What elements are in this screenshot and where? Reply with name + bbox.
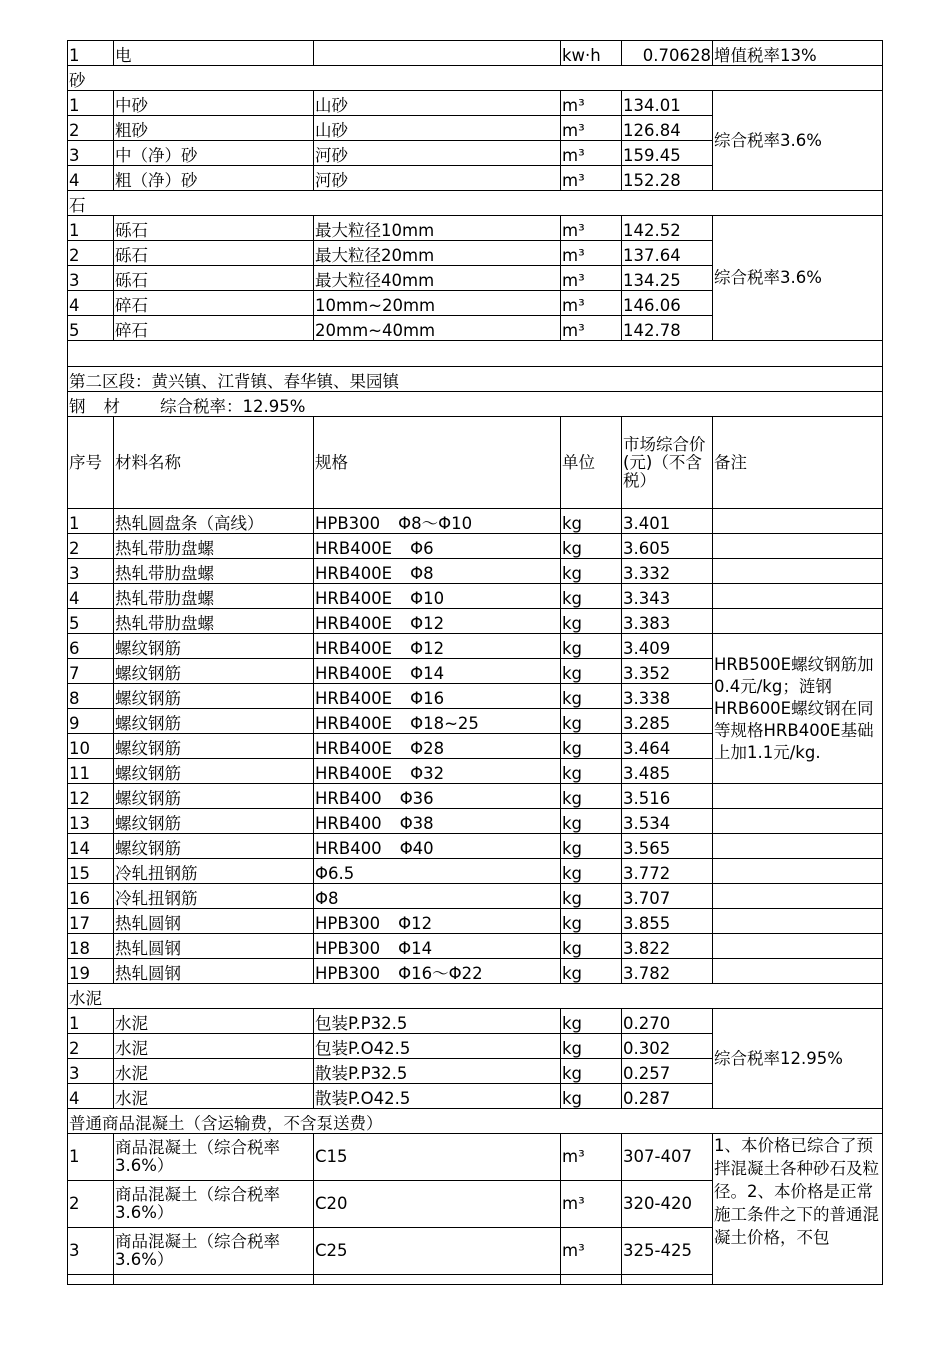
table-row xyxy=(68,634,883,659)
unit-cell: m³ xyxy=(561,316,622,341)
material-name: 螺纹钢筋 xyxy=(114,734,314,759)
unit-cell: kg xyxy=(561,859,622,884)
table-row xyxy=(68,1134,883,1181)
section-title-stone: 石 xyxy=(68,191,883,216)
price-cell: 3.285 xyxy=(622,709,713,734)
blank-cell xyxy=(68,341,883,367)
row-number: 13 xyxy=(68,809,114,834)
note-cell xyxy=(713,959,883,984)
table-row xyxy=(68,584,883,609)
header-name: 材料名称 xyxy=(114,417,314,509)
unit-cell: m³ xyxy=(561,1228,622,1275)
unit-cell: kg xyxy=(561,534,622,559)
table-row xyxy=(68,834,883,859)
steel-grade: HRB400 xyxy=(315,789,382,808)
price-cell: 126.84 xyxy=(622,116,713,141)
unit-cell: kg xyxy=(561,1084,622,1109)
steel-size: Φ12 xyxy=(410,639,445,658)
row-number: 9 xyxy=(68,709,114,734)
header-unit: 单位 xyxy=(561,417,622,509)
steel-size: Φ16 xyxy=(410,689,445,708)
spec-cell xyxy=(314,734,561,759)
material-name: 热轧带肋盘螺 xyxy=(114,559,314,584)
row-number: 1 xyxy=(68,216,114,241)
row-number: 15 xyxy=(68,859,114,884)
steel-size: Φ28 xyxy=(410,739,445,758)
note-cell xyxy=(713,534,883,559)
price-cell: 3.401 xyxy=(622,509,713,534)
material-name: 热轧圆钢 xyxy=(114,934,314,959)
row-number: 2 xyxy=(68,116,114,141)
row-number: 4 xyxy=(68,166,114,191)
price-cell: 3.772 xyxy=(622,859,713,884)
unit-cell: kg xyxy=(561,584,622,609)
table-cell xyxy=(561,1275,622,1285)
steel-size: Φ14 xyxy=(410,664,445,683)
electricity-row xyxy=(68,41,883,66)
spec-cell: 散装P.O42.5 xyxy=(314,1084,561,1109)
material-name: 螺纹钢筋 xyxy=(114,659,314,684)
unit-cell: m³ xyxy=(561,116,622,141)
steel-grade: HRB400 xyxy=(315,814,382,833)
steel-grade: HRB400E xyxy=(315,714,393,733)
unit-cell: m³ xyxy=(561,291,622,316)
price-cell: 142.78 xyxy=(622,316,713,341)
spec-cell: C15 xyxy=(314,1134,561,1181)
price-cell: 325-425 xyxy=(622,1228,713,1275)
note-cell xyxy=(713,859,883,884)
spec-cell: 最大粒径40mm xyxy=(314,266,561,291)
material-name: 砾石 xyxy=(114,266,314,291)
table-row xyxy=(68,1009,883,1034)
spec-cell xyxy=(314,659,561,684)
row-number: 1 xyxy=(68,91,114,116)
price-cell: 3.409 xyxy=(622,634,713,659)
table-row xyxy=(68,959,883,984)
note-cell xyxy=(713,584,883,609)
material-name: 中（净）砂 xyxy=(114,141,314,166)
unit-cell: kg xyxy=(561,934,622,959)
table-row xyxy=(68,509,883,534)
material-name: 螺纹钢筋 xyxy=(114,784,314,809)
price-cell: 307-407 xyxy=(622,1134,713,1181)
row-number: 14 xyxy=(68,834,114,859)
price-cell: 146.06 xyxy=(622,291,713,316)
table-row xyxy=(68,534,883,559)
material-name: 砾石 xyxy=(114,241,314,266)
section-title-row xyxy=(68,392,883,417)
row-number: 2 xyxy=(68,534,114,559)
note-cell xyxy=(713,784,883,809)
steel-size: Φ8 xyxy=(410,564,434,583)
price-cell: 0.257 xyxy=(622,1059,713,1084)
row-number: 8 xyxy=(68,684,114,709)
steel-size: Φ12 xyxy=(398,914,433,933)
unit-cell: m³ xyxy=(561,166,622,191)
spec-cell: 山砂 xyxy=(314,116,561,141)
spec-cell xyxy=(314,609,561,634)
unit-cell: m³ xyxy=(561,141,622,166)
steel-grade: HPB300 xyxy=(315,939,381,958)
steel-size: Φ8～Φ10 xyxy=(398,514,473,533)
row-number: 2 xyxy=(68,1181,114,1228)
steel-grade: HRB400E xyxy=(315,539,393,558)
steel-grade: HRB400E xyxy=(315,639,393,658)
row-number: 5 xyxy=(68,609,114,634)
price-cell: 3.822 xyxy=(622,934,713,959)
material-name: 中砂 xyxy=(114,91,314,116)
table-row xyxy=(68,934,883,959)
header-no: 序号 xyxy=(68,417,114,509)
price-table xyxy=(67,40,883,1285)
steel-grade: HRB400E xyxy=(315,664,393,683)
header-note: 备注 xyxy=(713,417,883,509)
tax-value: 12.95% xyxy=(242,397,306,416)
concrete-note: 1、本价格已综合了预拌混凝土各种砂石及粒径。2、本价格是正常施工条件之下的普通混凝土价格，不包 xyxy=(713,1134,883,1285)
section-title-row xyxy=(68,984,883,1009)
row-number: 4 xyxy=(68,1084,114,1109)
note-cell xyxy=(713,509,883,534)
material-name: 粗（净）砂 xyxy=(114,166,314,191)
material-name: 电 xyxy=(114,41,314,66)
row-number: 4 xyxy=(68,291,114,316)
spec-cell: 最大粒径20mm xyxy=(314,241,561,266)
unit-cell: kg xyxy=(561,734,622,759)
spec-cell: C20 xyxy=(314,1181,561,1228)
spec-cell: 20mm~40mm xyxy=(314,316,561,341)
price-cell: 3.534 xyxy=(622,809,713,834)
unit-cell: kg xyxy=(561,609,622,634)
price-cell: 3.855 xyxy=(622,909,713,934)
table-row xyxy=(68,909,883,934)
unit-cell: kg xyxy=(561,709,622,734)
material-name: 热轧带肋盘螺 xyxy=(114,534,314,559)
steel-grade: HRB400E xyxy=(315,614,393,633)
material-name: 商品混凝土（综合税率3.6%） xyxy=(114,1181,314,1228)
note-cell: 综合税率12.95% xyxy=(713,1009,883,1109)
price-cell: 3.343 xyxy=(622,584,713,609)
steel-label: 钢 xyxy=(69,397,86,416)
row-number: 3 xyxy=(68,1228,114,1275)
price-cell: 3.332 xyxy=(622,559,713,584)
header-spec: 规格 xyxy=(314,417,561,509)
spec-cell: 包装P.O42.5 xyxy=(314,1034,561,1059)
row-number: 12 xyxy=(68,784,114,809)
price-cell: 3.464 xyxy=(622,734,713,759)
steel-size: Φ12 xyxy=(410,614,445,633)
price-cell: 0.270 xyxy=(622,1009,713,1034)
spec-cell: 山砂 xyxy=(314,91,561,116)
steel-grade: HRB400 xyxy=(315,839,382,858)
unit-cell: kg xyxy=(561,509,622,534)
steel-size: Φ14 xyxy=(398,939,433,958)
price-cell: 3.565 xyxy=(622,834,713,859)
price-cell: 3.352 xyxy=(622,659,713,684)
price-cell: 152.28 xyxy=(622,166,713,191)
material-name: 热轧带肋盘螺 xyxy=(114,584,314,609)
table-cell xyxy=(622,1275,713,1285)
steel-grade: Φ6.5 xyxy=(315,864,355,883)
price-cell: 0.70628 xyxy=(622,41,713,66)
steel-grade: HPB300 xyxy=(315,914,381,933)
unit-cell: kg xyxy=(561,959,622,984)
spec-cell: 包装P.P32.5 xyxy=(314,1009,561,1034)
row-number: 11 xyxy=(68,759,114,784)
row-number: 2 xyxy=(68,1034,114,1059)
spec-cell xyxy=(314,709,561,734)
material-name: 热轧带肋盘螺 xyxy=(114,609,314,634)
row-number: 3 xyxy=(68,559,114,584)
header-price: 市场综合价(元)（不含税） xyxy=(622,417,713,509)
material-name: 热轧圆钢 xyxy=(114,909,314,934)
unit-cell: kg xyxy=(561,659,622,684)
row-number: 1 xyxy=(68,1009,114,1034)
spec-cell: 河砂 xyxy=(314,141,561,166)
row-number: 16 xyxy=(68,884,114,909)
row-number: 18 xyxy=(68,934,114,959)
unit-cell: m³ xyxy=(561,266,622,291)
note-cell xyxy=(713,809,883,834)
note-cell: 增值税率13% xyxy=(713,41,883,66)
steel-grade: HRB400E xyxy=(315,564,393,583)
note-cell xyxy=(713,934,883,959)
spec-cell xyxy=(314,559,561,584)
section-title-concrete: 普通商品混凝土（含运输费，不含泵送费） xyxy=(68,1109,883,1134)
steel-size: Φ40 xyxy=(399,839,434,858)
unit-cell: m³ xyxy=(561,241,622,266)
material-name: 螺纹钢筋 xyxy=(114,684,314,709)
section-title-row xyxy=(68,66,883,91)
row-number: 1 xyxy=(68,509,114,534)
unit-cell: m³ xyxy=(561,216,622,241)
steel-size: Φ32 xyxy=(410,764,445,783)
spec-cell: 河砂 xyxy=(314,166,561,191)
steel-grade: HPB300 xyxy=(315,514,381,533)
steel-label-2: 材 xyxy=(103,397,120,416)
note-cell: 综合税率3.6% xyxy=(713,91,883,191)
spec-cell: 最大粒径10mm xyxy=(314,216,561,241)
material-name: 热轧圆钢 xyxy=(114,959,314,984)
unit-cell: kg xyxy=(561,909,622,934)
material-name: 螺纹钢筋 xyxy=(114,834,314,859)
steel-size: Φ38 xyxy=(399,814,434,833)
price-cell: 0.302 xyxy=(622,1034,713,1059)
price-cell: 3.707 xyxy=(622,884,713,909)
spec-cell: C25 xyxy=(314,1228,561,1275)
row-number: 4 xyxy=(68,584,114,609)
spec-cell xyxy=(314,784,561,809)
price-cell: 0.287 xyxy=(622,1084,713,1109)
material-name: 碎石 xyxy=(114,291,314,316)
material-name: 水泥 xyxy=(114,1059,314,1084)
material-name: 冷轧扭钢筋 xyxy=(114,859,314,884)
note-cell xyxy=(713,559,883,584)
unit-cell: kg xyxy=(561,784,622,809)
price-cell: 134.25 xyxy=(622,266,713,291)
spec-cell xyxy=(314,959,561,984)
price-cell: 3.516 xyxy=(622,784,713,809)
tax-label: 综合税率： xyxy=(160,397,243,416)
spec-cell xyxy=(314,809,561,834)
price-cell: 3.383 xyxy=(622,609,713,634)
table-row xyxy=(68,859,883,884)
row-number: 3 xyxy=(68,266,114,291)
spec-cell xyxy=(314,759,561,784)
table-cell xyxy=(314,1275,561,1285)
row-number: 7 xyxy=(68,659,114,684)
steel-note: HRB500E螺纹钢筋加0.4元/kg；涟钢HRB600E螺纹钢在同等规格HRB400E基础上加1.1元/kg. xyxy=(713,634,883,784)
spec-cell xyxy=(314,509,561,534)
unit-cell: m³ xyxy=(561,1181,622,1228)
steel-grade: HPB300 xyxy=(315,964,381,983)
note-cell xyxy=(713,834,883,859)
steel-grade: HRB400E xyxy=(315,739,393,758)
price-cell: 142.52 xyxy=(622,216,713,241)
spec-cell xyxy=(314,934,561,959)
section-title-cement: 水泥 xyxy=(68,984,883,1009)
material-name: 碎石 xyxy=(114,316,314,341)
unit-cell: kg xyxy=(561,759,622,784)
spec-cell xyxy=(314,909,561,934)
header-row xyxy=(68,417,883,509)
unit-cell: kw·h xyxy=(561,41,622,66)
unit-cell: kg xyxy=(561,559,622,584)
steel-size: Φ16～Φ22 xyxy=(398,964,483,983)
material-name: 冷轧扭钢筋 xyxy=(114,884,314,909)
row-number: 5 xyxy=(68,316,114,341)
spec-cell xyxy=(314,634,561,659)
steel-grade: Φ8 xyxy=(315,889,339,908)
unit-cell: m³ xyxy=(561,91,622,116)
unit-cell: kg xyxy=(561,884,622,909)
steel-size: Φ6 xyxy=(410,539,434,558)
material-name: 螺纹钢筋 xyxy=(114,759,314,784)
table-row xyxy=(68,884,883,909)
material-name: 螺纹钢筋 xyxy=(114,809,314,834)
section-title-zone2: 第二区段：黄兴镇、江背镇、春华镇、果园镇 xyxy=(68,367,883,392)
price-cell: 159.45 xyxy=(622,141,713,166)
price-sheet xyxy=(67,40,882,1285)
table-row xyxy=(68,559,883,584)
blank-row xyxy=(68,341,883,367)
material-name: 螺纹钢筋 xyxy=(114,634,314,659)
unit-cell: kg xyxy=(561,1059,622,1084)
unit-cell: kg xyxy=(561,1009,622,1034)
unit-cell: kg xyxy=(561,684,622,709)
spec-cell xyxy=(314,534,561,559)
section-title-row xyxy=(68,1109,883,1134)
spec-cell: 散装P.P32.5 xyxy=(314,1059,561,1084)
material-name: 水泥 xyxy=(114,1034,314,1059)
price-cell: 3.338 xyxy=(622,684,713,709)
spec-cell: 10mm~20mm xyxy=(314,291,561,316)
material-name: 商品混凝土（综合税率3.6%） xyxy=(114,1134,314,1181)
table-cell xyxy=(68,1275,114,1285)
note-cell: 综合税率3.6% xyxy=(713,216,883,341)
row-number: 17 xyxy=(68,909,114,934)
table-row xyxy=(68,609,883,634)
table-row xyxy=(68,809,883,834)
section-title-sand: 砂 xyxy=(68,66,883,91)
price-cell: 134.01 xyxy=(622,91,713,116)
section-title-steel xyxy=(68,392,883,417)
row-number: 19 xyxy=(68,959,114,984)
table-row xyxy=(68,91,883,116)
spec-cell xyxy=(314,684,561,709)
price-cell: 3.782 xyxy=(622,959,713,984)
steel-size: Φ36 xyxy=(399,789,434,808)
note-cell xyxy=(713,909,883,934)
material-name: 砾石 xyxy=(114,216,314,241)
section-title-row xyxy=(68,367,883,392)
steel-size: Φ10 xyxy=(410,589,445,608)
steel-grade: HRB400E xyxy=(315,764,393,783)
note-cell xyxy=(713,884,883,909)
steel-grade: HRB400E xyxy=(315,689,393,708)
table-cell xyxy=(114,1275,314,1285)
price-cell: 320-420 xyxy=(622,1181,713,1228)
row-number: 3 xyxy=(68,1059,114,1084)
row-number: 1 xyxy=(68,41,114,66)
row-number: 3 xyxy=(68,141,114,166)
section-title-row xyxy=(68,191,883,216)
unit-cell: kg xyxy=(561,834,622,859)
spec-cell xyxy=(314,884,561,909)
spec-cell xyxy=(314,834,561,859)
unit-cell: kg xyxy=(561,634,622,659)
material-name: 水泥 xyxy=(114,1084,314,1109)
steel-grade: HRB400E xyxy=(315,589,393,608)
material-name: 粗砂 xyxy=(114,116,314,141)
price-cell: 3.605 xyxy=(622,534,713,559)
unit-cell: kg xyxy=(561,809,622,834)
unit-cell: m³ xyxy=(561,1134,622,1181)
row-number: 1 xyxy=(68,1134,114,1181)
spec-cell xyxy=(314,859,561,884)
row-number: 10 xyxy=(68,734,114,759)
material-name: 商品混凝土（综合税率3.6%） xyxy=(114,1228,314,1275)
row-number: 6 xyxy=(68,634,114,659)
material-name: 热轧圆盘条（高线） xyxy=(114,509,314,534)
material-name: 螺纹钢筋 xyxy=(114,709,314,734)
price-cell: 3.485 xyxy=(622,759,713,784)
unit-cell: kg xyxy=(561,1034,622,1059)
table-row xyxy=(68,784,883,809)
price-cell: 137.64 xyxy=(622,241,713,266)
table-row xyxy=(68,216,883,241)
material-name: 水泥 xyxy=(114,1009,314,1034)
spec-cell xyxy=(314,584,561,609)
note-cell xyxy=(713,609,883,634)
steel-size: Φ18~25 xyxy=(410,714,479,733)
spec-cell xyxy=(314,41,561,66)
row-number: 2 xyxy=(68,241,114,266)
